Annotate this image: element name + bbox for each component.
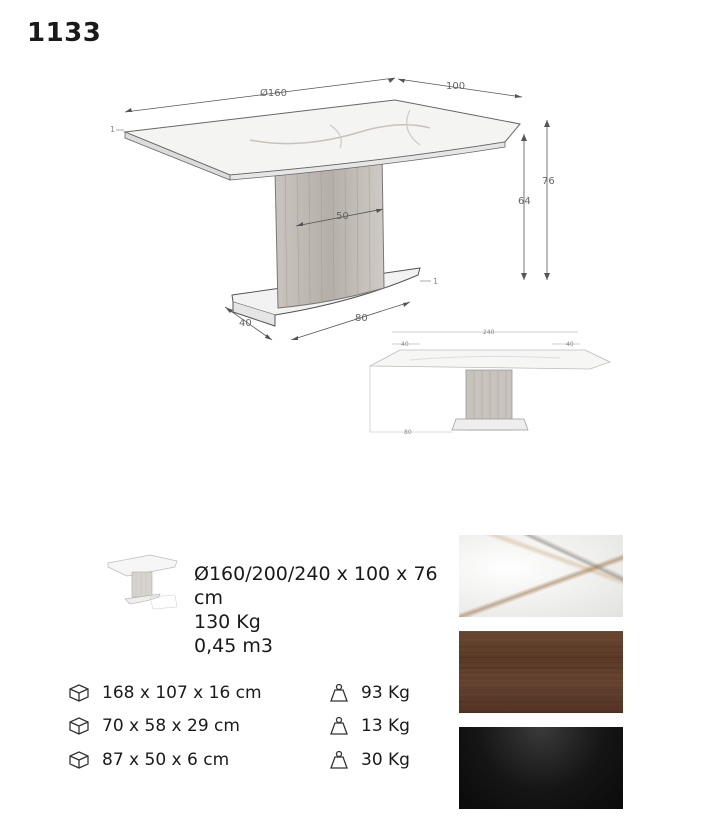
- top-thickness-label: 1: [110, 125, 116, 134]
- base-depth-label: 40: [239, 318, 252, 329]
- volume-text: 0,45 m3: [194, 635, 273, 657]
- inner-height-label: 64: [518, 196, 531, 207]
- depth-label: 100: [446, 81, 466, 92]
- package-weight: 93 Kg: [361, 683, 410, 703]
- product-code: 1133: [27, 18, 102, 48]
- weight-icon: [329, 716, 349, 736]
- dimensions-unit: cm: [194, 587, 223, 609]
- package-weight-row: [329, 750, 410, 770]
- package-size: 87 x 50 x 6 cm: [102, 750, 230, 770]
- dimensions-text: Ø160/200/240 x 100 x 76: [194, 563, 438, 585]
- package-weight-row: [329, 683, 410, 703]
- weight-text: 130 Kg: [194, 611, 261, 633]
- finish-swatch-walnut: [459, 631, 623, 713]
- base-thickness-label: 1: [433, 277, 439, 286]
- box-icon: [68, 683, 90, 703]
- box-icon: [68, 716, 90, 736]
- package-size-row: [68, 683, 262, 703]
- height-label: 76: [542, 176, 555, 187]
- total-length-label: 240: [483, 329, 495, 336]
- base-width-label: 80: [355, 313, 368, 324]
- finish-swatch-black: [459, 727, 623, 809]
- package-size: 70 x 58 x 29 cm: [102, 716, 240, 736]
- left-extension-label: 40: [401, 341, 409, 348]
- package-size-row: [68, 716, 240, 736]
- package-weight-row: [329, 716, 410, 736]
- package-size-row: [68, 750, 229, 770]
- extended-base-label: 80: [404, 429, 412, 436]
- box-icon: [68, 750, 90, 770]
- package-weight: 30 Kg: [361, 750, 410, 770]
- diameter-label: Ø160: [260, 88, 287, 99]
- package-weight: 13 Kg: [361, 716, 410, 736]
- right-extension-label: 40: [566, 341, 574, 348]
- column-width-label: 50: [336, 211, 349, 222]
- package-size: 168 x 107 x 16 cm: [102, 683, 262, 703]
- weight-icon: [329, 750, 349, 770]
- weight-icon: [329, 683, 349, 703]
- finish-swatch-marble: [459, 535, 623, 617]
